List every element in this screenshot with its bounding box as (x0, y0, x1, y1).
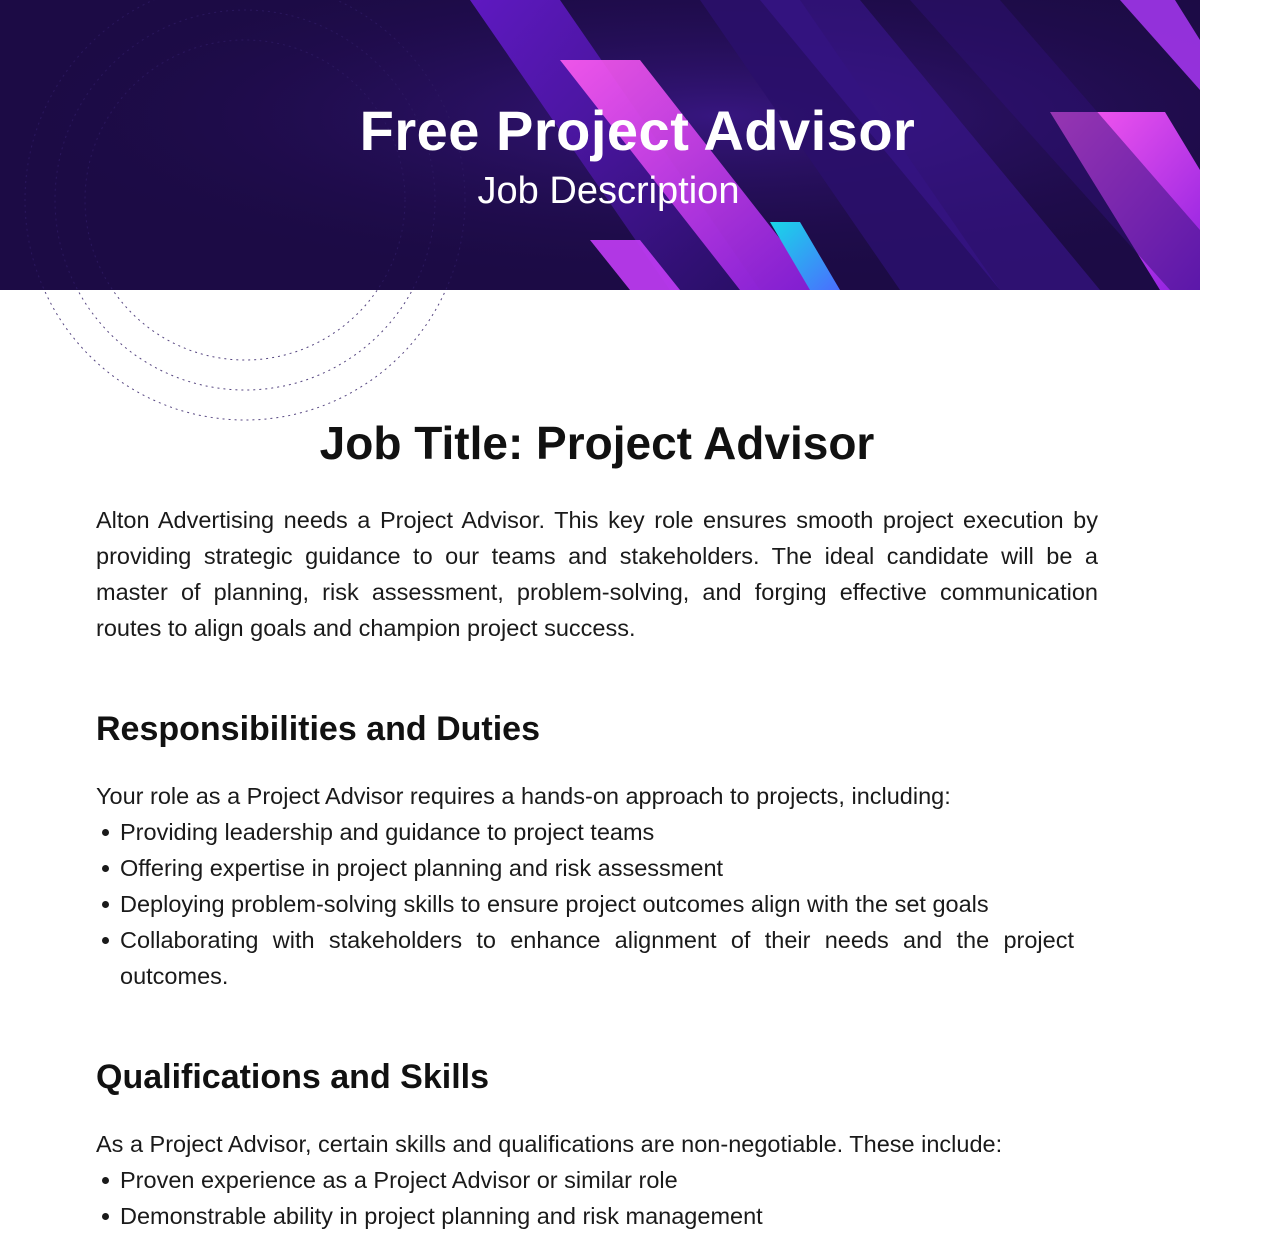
banner-title: Free Project Advisor (359, 99, 916, 162)
bullet-icon (102, 865, 109, 872)
list-item (96, 814, 1074, 850)
list-item-text: Collaborating with stakeholders to enhance alignment of their needs and the project outcomes. (120, 927, 1074, 989)
qualifications-list (96, 1162, 1074, 1234)
section-lead-qualifications: As a Project Advisor, certain skills and qualifications are non-negotiable. These include: (96, 1131, 1003, 1157)
section-lead-responsibilities: Your role as a Project Advisor requires a hands-on approach to projects, including: (96, 783, 951, 809)
list-item (96, 886, 1074, 922)
bullet-icon (102, 1177, 109, 1184)
bullet-icon (102, 829, 109, 836)
bullet-icon (102, 1213, 109, 1220)
responsibilities-list (96, 814, 1074, 994)
list-item (96, 922, 1074, 994)
list-item-text: Offering expertise in project planning and risk assessment (120, 855, 724, 881)
intro-paragraph: Alton Advertising needs a Project Advisor. This key role ensures smooth project execution by providing strategic guidance to our teams and stakeholders. The ideal candidate will be a master of planning, risk assessment, problem-solving, and forging effective communication routes to align goals and champion project success. (96, 507, 1098, 641)
document-body (96, 410, 1098, 1234)
bullet-icon (102, 901, 109, 908)
banner-subtitle: Job Description (477, 170, 740, 212)
section-heading-qualifications: Qualifications and Skills (96, 1058, 489, 1096)
list-item (96, 1198, 1074, 1234)
list-item-text: Providing leadership and guidance to project teams (120, 819, 655, 845)
header-banner (0, 0, 1200, 290)
list-item-text: Proven experience as a Project Advisor or similar role (120, 1167, 678, 1193)
list-item (96, 1162, 1074, 1198)
list-item-text: Demonstrable ability in project planning and risk management (120, 1203, 763, 1229)
section-heading-responsibilities: Responsibilities and Duties (96, 710, 540, 748)
job-title: Job Title: Project Advisor (319, 417, 875, 469)
bullet-icon (102, 937, 109, 944)
list-item (96, 850, 1074, 886)
list-item-text: Deploying problem-solving skills to ensure project outcomes align with the set goals (120, 891, 989, 917)
